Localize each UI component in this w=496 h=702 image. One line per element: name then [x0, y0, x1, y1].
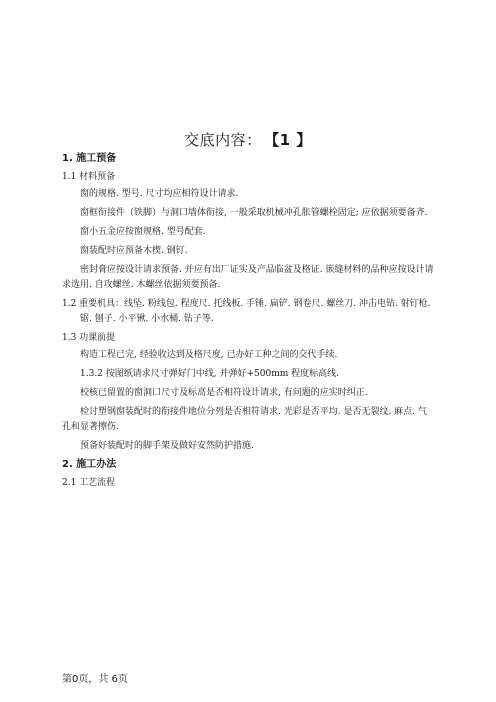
- document-body: [62, 152, 434, 493]
- subsection-heading-1-2: 1.2 重要机具：线坠. 粉线包. 程度尺. 托线板. 手锤. 扁铲. 钢卷尺. 螺丝刀. 冲击电钻. 射钉枪. 锯. 刨子. 小平锹. 小水桶. 钻子等.: [62, 299, 431, 324]
- subsection-heading-1-1: 1.1 材料预备: [62, 172, 116, 182]
- paragraph: 构造工程已完, 经验收达到及格尺度, 已办好工种之间的交代手续.: [80, 350, 338, 360]
- paragraph: 窗的规格. 型号. 尺寸均应相符设计请求.: [80, 189, 239, 199]
- title-number: 【1 】: [271, 131, 312, 149]
- title-main: 交底内容：: [184, 131, 262, 149]
- page-footer: 第0页，共 6页: [62, 674, 128, 685]
- page-title: [0, 129, 496, 150]
- paragraph: 窗框衔接件（铁脚）与洞口墙体衔接, 一般采取机械冲孔胀管螺栓固定; 应依据须要备齐.: [80, 208, 428, 218]
- subsection-heading-2-1: 2.1 工艺流程: [62, 478, 116, 488]
- paragraph: 窗小五金应按窗规格. 型号配套.: [80, 227, 206, 237]
- subsection-heading-1-3: 1.3 功课前提: [62, 333, 116, 343]
- paragraph: 窗装配时应预备木楔. 钢钉.: [80, 246, 188, 256]
- paragraph: 1.3.2 按图纸请求尺寸弹好门中线, 并弹好+500mm 程度标高线.: [80, 369, 339, 379]
- section-heading-2: 2. 施工办法: [62, 459, 117, 470]
- paragraph: 校核已留置的窗洞口尺寸及标高是否相符设计请求, 有问题的应实时纠正.: [80, 388, 368, 398]
- paragraph: 密封膏应按设计请求预备. 并应有出厂证实及产品临盆及格证. 嵌缝材料的品种应按设计请求选用. 自攻螺丝. 木螺丝依据须要预备.: [62, 265, 434, 290]
- paragraph: 预备好装配时的脚手架及做好安然防护措施.: [80, 441, 254, 451]
- section-heading-1: 1. 施工预备: [62, 153, 117, 164]
- paragraph: 检讨塑钢窗装配时的衔接件地位分列是否相符请求. 光彩是否平均. 是否无裂纹. 麻点. 气孔和显著擦伤.: [62, 407, 427, 432]
